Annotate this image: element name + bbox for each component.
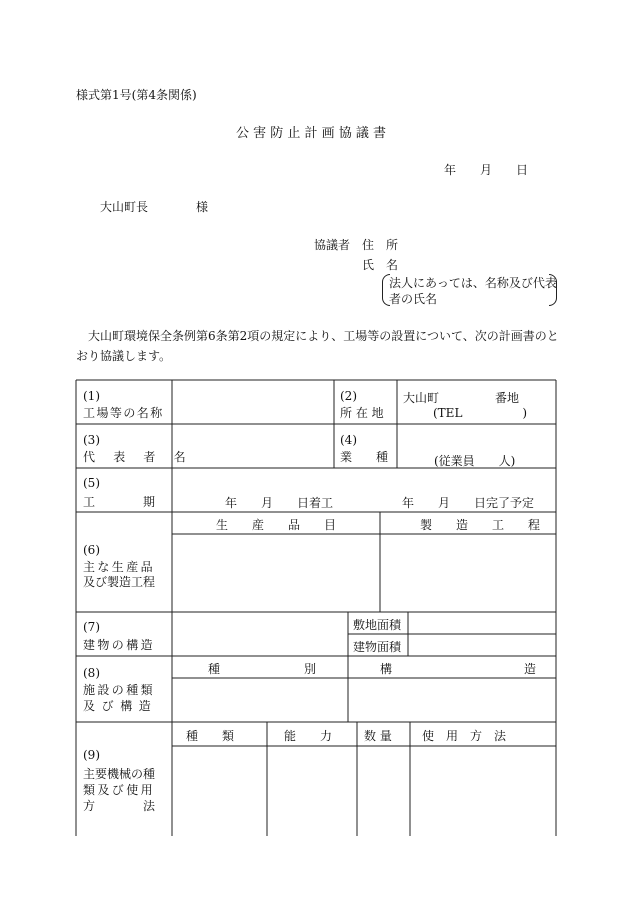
item-9-number: (9) xyxy=(83,748,100,762)
honorific: 様 xyxy=(196,200,209,214)
industry-label: 業 種 xyxy=(340,450,389,464)
document-title: 公 害 防 止 計 画 協 議 書 xyxy=(236,126,387,141)
form-number: 様式第1号(第4条関係) xyxy=(76,88,197,102)
representative-label: 代 表 者 名 xyxy=(83,450,193,464)
applicant-label: 協議者 xyxy=(314,238,351,252)
products-label-line1: 主な生産品 xyxy=(83,560,156,574)
machine-kind-header: 種 類 xyxy=(186,729,235,743)
products-column-header: 生 産 品 目 xyxy=(216,518,337,532)
process-column-header: 製 造 工 程 xyxy=(420,518,541,532)
location-town: 大山町 xyxy=(403,391,440,405)
period-end: 年 月 日完了予定 xyxy=(402,496,535,510)
item-3-number: (3) xyxy=(83,433,100,447)
period-label: 工 期 xyxy=(83,495,156,509)
addressee: 大山町長 xyxy=(100,200,149,214)
location-banchi: 番地 xyxy=(495,391,520,405)
corp-note-line2: 者の氏名 xyxy=(389,292,438,306)
item-6-number: (6) xyxy=(83,543,100,557)
location-tel: (TEL ) xyxy=(433,406,528,420)
item-8-number: (8) xyxy=(83,666,100,680)
facilities-label-line1: 施設の種類 xyxy=(83,683,156,697)
machine-quantity-header: 数 量 xyxy=(364,729,392,743)
item-4-number: (4) xyxy=(340,433,357,447)
building-structure-label: 建物の構造 xyxy=(83,638,156,652)
location-label: 所 在 地 xyxy=(340,406,384,420)
period-start: 年 月 日着工 xyxy=(225,496,334,510)
machinery-label-line3: 方 法 xyxy=(83,799,156,813)
item-1-number: (1) xyxy=(83,389,100,403)
factory-name-label: 工場等の名称 xyxy=(83,406,164,420)
name-label: 氏 名 xyxy=(362,258,399,272)
employees-count: (従業員 人) xyxy=(434,454,516,468)
facility-kind-header: 種 別 xyxy=(208,662,317,676)
item-7-number: (7) xyxy=(83,620,100,634)
machinery-label-line2: 類及び使用 xyxy=(83,783,156,797)
date-line: 年 月 日 xyxy=(444,163,529,177)
address-label: 住 所 xyxy=(362,238,399,252)
corp-note-line1: 法人にあっては、名称及び代表 xyxy=(389,276,557,290)
machinery-label-line1: 主要機械の種 xyxy=(83,767,156,781)
products-label-line2: 及び製造工程 xyxy=(83,575,156,589)
factory-name-field[interactable] xyxy=(174,382,332,422)
facilities-label-line2: 及び構造 xyxy=(83,699,158,713)
representative-field[interactable] xyxy=(174,426,332,466)
machine-usage-header: 使 用 方 法 xyxy=(422,729,507,743)
body-text-line2: おり協議します。 xyxy=(76,349,172,363)
site-area-label: 敷地面積 xyxy=(353,618,402,632)
machine-capacity-header: 能 力 xyxy=(284,729,333,743)
item-5-number: (5) xyxy=(83,476,100,490)
facility-structure-header: 構 造 xyxy=(380,662,537,676)
body-text-line1: 大山町環境保全条例第6条第2項の規定により、工場等の設置について、次の計画書のと xyxy=(88,329,559,343)
building-area-label: 建物面積 xyxy=(353,640,402,654)
item-2-number: (2) xyxy=(340,389,357,403)
